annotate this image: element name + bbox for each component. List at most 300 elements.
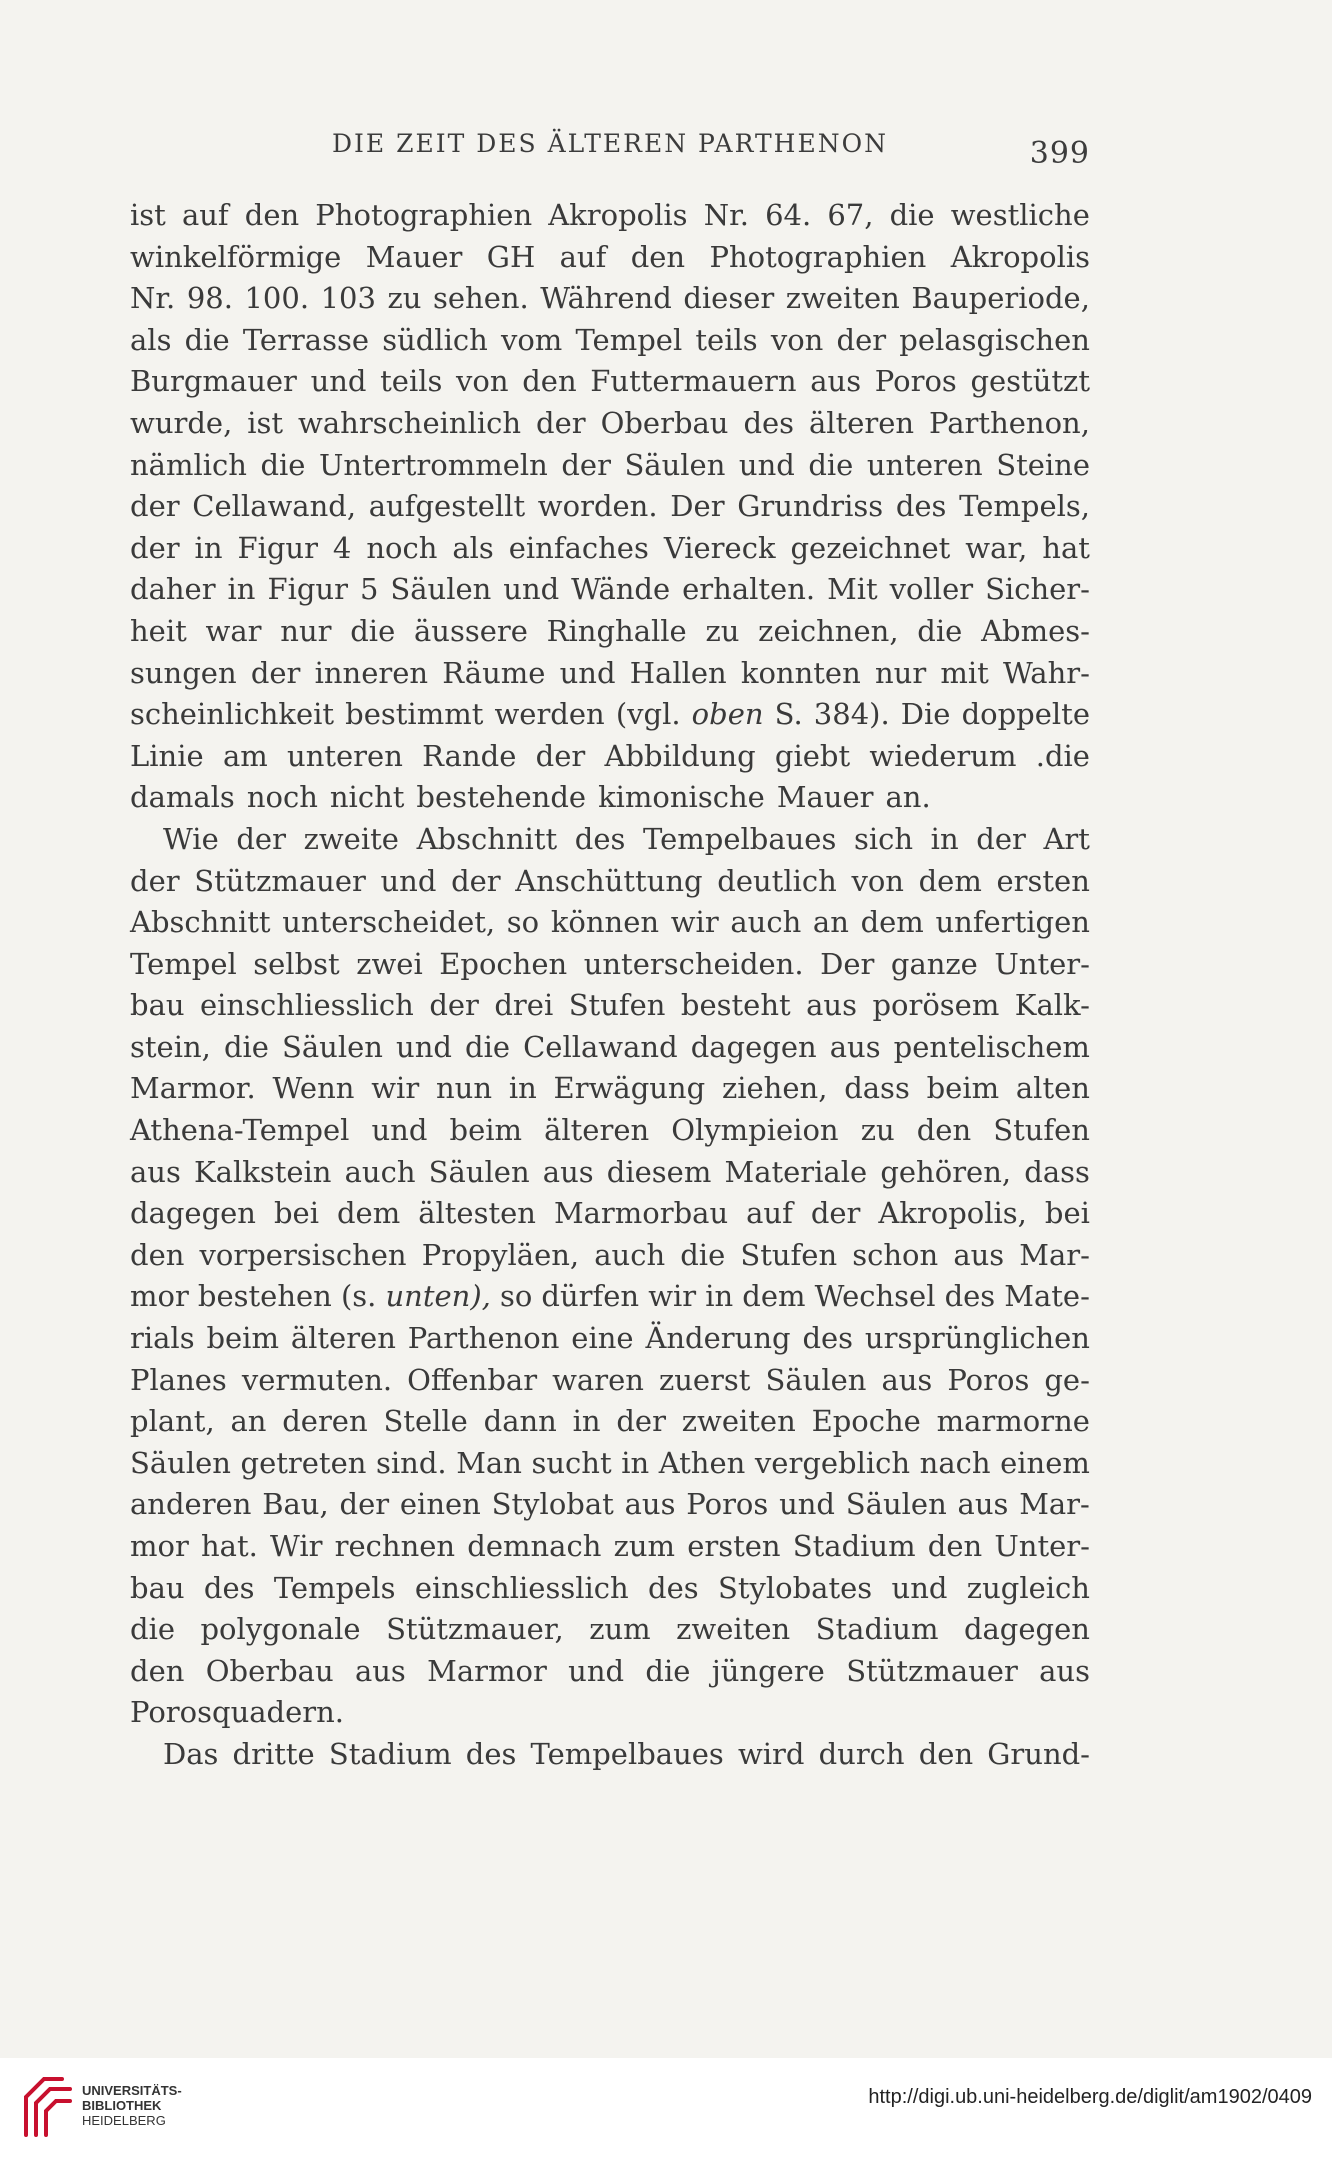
word: jüngere: [711, 1653, 825, 1688]
word: zu: [860, 1113, 895, 1148]
word: der: [536, 405, 586, 440]
word: Abbildung: [604, 738, 756, 773]
word: und: [396, 1029, 452, 1064]
word: Abschnitt: [416, 821, 558, 856]
word: an.: [885, 780, 931, 815]
word: teils: [380, 364, 443, 399]
word: inneren: [314, 655, 429, 690]
word: Linie: [130, 738, 204, 773]
word: in: [705, 1279, 734, 1314]
word: einfaches: [508, 530, 649, 565]
word: 100.: [244, 281, 310, 316]
word: 103: [320, 281, 376, 316]
word: westliche: [950, 198, 1090, 232]
word: der: [130, 489, 180, 524]
word: dagegen: [963, 1612, 1090, 1647]
word: einschliesslich: [414, 1570, 629, 1605]
word: Planes: [130, 1362, 227, 1397]
word: Hallen: [629, 655, 727, 690]
word: pentelischem: [893, 1029, 1090, 1064]
word: Stadium: [815, 1612, 939, 1647]
word: an: [812, 905, 849, 940]
word: Stützmauer,: [386, 1612, 564, 1647]
word: von: [456, 364, 509, 399]
word: beim: [926, 1071, 1000, 1106]
word: am: [222, 738, 268, 773]
word: Bauperiode,: [911, 281, 1090, 316]
word: an: [230, 1404, 267, 1439]
word: 98.: [186, 281, 233, 316]
word: den: [130, 1237, 185, 1272]
word: hat.: [201, 1529, 258, 1563]
text-line: [130, 1193, 1090, 1235]
word: Stufen: [568, 988, 666, 1023]
word: Der: [820, 946, 875, 981]
word: Das: [163, 1736, 219, 1771]
word: Ringhalle: [546, 613, 687, 648]
word: zwei: [356, 946, 423, 981]
word: zum: [589, 1612, 651, 1647]
word: bei: [1044, 1196, 1090, 1231]
word: die: [645, 1653, 691, 1688]
word: Tempelbaues: [530, 1736, 724, 1771]
word: ersten: [996, 863, 1090, 898]
word: deren: [282, 1404, 368, 1439]
word: in: [572, 1404, 601, 1439]
word: bau: [130, 988, 185, 1023]
word: Nr.: [130, 281, 176, 316]
word: plant,: [130, 1404, 215, 1439]
word: sehen.: [432, 281, 529, 316]
word: zweite: [303, 821, 399, 856]
word: Der: [670, 489, 725, 524]
word: Wir: [270, 1529, 323, 1563]
word: war: [205, 613, 262, 648]
word: aus: [810, 364, 862, 399]
word: wahrscheinlich: [298, 405, 522, 440]
word: beim: [206, 1321, 279, 1356]
word: aufgestellt: [368, 489, 526, 524]
word: und: [779, 1487, 835, 1522]
word: Cellawand: [523, 1029, 678, 1064]
word: unterscheidet,: [282, 905, 496, 940]
word: bei: [273, 1196, 319, 1231]
word: S.: [774, 697, 803, 732]
word: die: [130, 1612, 176, 1647]
word: ganze: [890, 946, 978, 981]
word: Säulen: [765, 1362, 867, 1397]
word: Rande: [422, 738, 517, 773]
word: zum: [613, 1529, 676, 1563]
word: Sicher-: [985, 572, 1090, 607]
word: deutlich: [717, 863, 837, 898]
word: Die: [900, 697, 951, 732]
text-line: [130, 1318, 1090, 1360]
word: in: [621, 1445, 650, 1480]
word: unteren: [287, 738, 403, 773]
word: Marmorbau: [553, 1196, 729, 1231]
word: Wände: [571, 572, 671, 607]
text-line: [130, 445, 1090, 487]
word: Grund-: [987, 1736, 1090, 1771]
word: hat: [1042, 530, 1090, 565]
word: zu: [387, 281, 422, 316]
word: den: [927, 1529, 983, 1563]
word: konnten: [740, 655, 861, 690]
word: Säulen: [624, 447, 726, 482]
word: des: [574, 821, 626, 856]
word: scheinlichkeit: [130, 697, 335, 732]
text-line: [130, 361, 1090, 403]
word: von: [770, 322, 824, 357]
word: Säulen: [845, 1487, 947, 1522]
word: Stufen: [993, 1113, 1090, 1148]
word: auch: [730, 905, 802, 940]
word: giebt: [774, 738, 851, 773]
word: in: [194, 530, 223, 565]
text-line: [130, 1484, 1090, 1526]
word: Wechsel: [814, 1279, 936, 1314]
word: als: [130, 322, 172, 357]
word: aus: [829, 1029, 881, 1064]
text-line: [130, 694, 1090, 736]
word: Mate-: [1004, 1279, 1090, 1314]
word: dem: [860, 905, 924, 940]
word: die: [260, 447, 306, 482]
word: polygonale: [200, 1612, 361, 1647]
word: Marmor.: [130, 1071, 256, 1106]
word: Mar-: [1019, 1237, 1090, 1272]
word: Kalkstein: [194, 1154, 332, 1189]
word: ursprünglichen: [864, 1321, 1090, 1356]
word: der: [616, 1404, 666, 1439]
text-line: [130, 1068, 1090, 1110]
word: noch: [366, 530, 438, 565]
word: und: [738, 447, 795, 482]
word: werden: [494, 697, 605, 732]
word: Untertrommeln: [318, 447, 548, 482]
word: die: [350, 613, 396, 648]
word: Stadium: [792, 1529, 916, 1563]
word: Säulen: [390, 572, 492, 607]
word: zeichnen,: [758, 613, 899, 648]
word: dürfen: [541, 1279, 640, 1314]
word: Säulen: [282, 1029, 383, 1064]
text-line: [130, 1651, 1090, 1693]
word: Stützmauer: [846, 1653, 1018, 1688]
text-line: [130, 611, 1090, 653]
text-line: [130, 819, 1090, 861]
word: dagegen: [130, 1196, 256, 1231]
word: Oberbau: [205, 1653, 334, 1688]
word: Erwägung: [553, 1071, 706, 1106]
word: des: [465, 1736, 517, 1771]
word: den: [630, 239, 686, 274]
word: einen: [399, 1487, 481, 1522]
word: und: [891, 1570, 948, 1605]
word: Mauer: [365, 239, 463, 274]
word: wird: [737, 1736, 805, 1771]
word: in: [930, 821, 959, 856]
word: porösem: [872, 988, 1000, 1023]
text-line: [130, 569, 1090, 611]
word: Photographien: [315, 198, 533, 232]
word: Tempel: [575, 322, 683, 357]
word: Akropolis,: [878, 1196, 1027, 1231]
text-line: [130, 736, 1090, 778]
word: des: [203, 1570, 255, 1605]
word: Während: [540, 281, 672, 316]
word: aus: [1039, 1653, 1090, 1688]
word: Art: [1043, 821, 1090, 856]
word: unteren: [866, 447, 983, 482]
word: vergeblich: [754, 1445, 911, 1480]
word: ziehen,: [721, 1071, 828, 1106]
word: gezeichnet: [790, 530, 951, 565]
word: und: [380, 863, 437, 898]
text-line: [130, 1568, 1090, 1610]
word: 64.: [765, 198, 812, 232]
page-number: 399: [1029, 136, 1090, 171]
word: Räume: [442, 655, 546, 690]
word: Man: [456, 1445, 522, 1480]
word: Akropolis: [548, 198, 688, 232]
text-line: [130, 237, 1090, 279]
word: Burgmauer: [130, 364, 297, 399]
word: bestimmt: [345, 697, 484, 732]
word: auch: [594, 1237, 666, 1272]
word: des: [743, 405, 795, 440]
word: des: [895, 489, 947, 524]
word: die: [184, 322, 230, 357]
word: der: [836, 322, 887, 357]
word: dem: [742, 1279, 806, 1314]
word: anderen: [130, 1487, 252, 1522]
word: noch: [246, 780, 318, 815]
word: den: [522, 364, 577, 399]
word: Stylobates: [717, 1570, 873, 1605]
word: Parthenon,: [929, 405, 1090, 440]
word: Offenbar: [407, 1362, 538, 1397]
word: und: [559, 655, 616, 690]
word: 384).: [813, 697, 890, 732]
word: eine: [571, 1321, 634, 1356]
word: die: [917, 613, 963, 648]
word: vom: [500, 322, 563, 357]
word: und: [371, 1113, 428, 1148]
word: ist: [247, 405, 284, 440]
word: teils: [695, 322, 758, 357]
word: erhalten.: [682, 572, 816, 607]
text-line: [130, 1401, 1090, 1443]
word: nämlich: [130, 447, 247, 482]
word: Mit: [827, 572, 878, 607]
word: besteht: [680, 988, 791, 1023]
text-line: [130, 278, 1090, 320]
word: nach: [919, 1445, 991, 1480]
word: Marmor: [427, 1653, 547, 1688]
word: zugleich: [966, 1570, 1090, 1605]
word: des: [944, 1279, 996, 1314]
word: die: [223, 1029, 269, 1064]
word: Tempel: [130, 946, 237, 981]
word: der: [236, 821, 286, 856]
word: Figur: [267, 572, 348, 607]
text-line: [130, 1360, 1090, 1402]
word: winkelförmige: [130, 239, 342, 274]
page-header: [130, 124, 1090, 174]
word: Stützmauer: [194, 863, 366, 898]
word: aus: [542, 1154, 594, 1189]
word: aus: [806, 988, 857, 1023]
word: vorpersischen: [199, 1237, 407, 1272]
word: der: [561, 447, 611, 482]
text-line: [130, 195, 1090, 237]
text-line: [130, 1110, 1090, 1152]
word: der: [451, 863, 501, 898]
text-line: [130, 653, 1090, 695]
word: Terrasse: [242, 322, 370, 357]
word: unten),: [385, 1279, 491, 1314]
word: stein,: [130, 1029, 211, 1064]
word: Athen: [658, 1445, 746, 1480]
word: die: [680, 1237, 726, 1272]
text-line: [130, 944, 1090, 986]
word: selbst: [253, 946, 340, 981]
library-name-line-3: HEIDELBERG: [82, 2113, 166, 2128]
word: wir: [648, 1279, 697, 1314]
word: Stadium: [328, 1736, 452, 1771]
word: Figur: [237, 530, 318, 565]
word: der: [535, 738, 586, 773]
word: durch: [818, 1736, 905, 1771]
word: mit: [940, 655, 989, 690]
word: Viereck: [663, 530, 776, 565]
library-name-line-2: BIBLIOTHEK: [82, 2098, 162, 2113]
word: sich: [853, 821, 914, 856]
word: den: [244, 198, 300, 232]
word: wiederum: [869, 738, 1017, 773]
word: Unter-: [994, 1529, 1090, 1563]
word: wir: [670, 905, 719, 940]
word: Säulen: [428, 1154, 530, 1189]
word: zuerst: [658, 1362, 751, 1397]
word: Poros: [686, 1487, 769, 1522]
word: Stylobat: [491, 1487, 614, 1522]
word: aus: [354, 1653, 406, 1688]
word: die: [889, 198, 935, 232]
word: Olympieion: [671, 1113, 839, 1148]
word: mor: [130, 1529, 189, 1563]
word: der: [976, 821, 1026, 856]
word: ist: [130, 198, 166, 232]
word: auf: [746, 1196, 793, 1231]
word: einschliesslich: [199, 988, 414, 1023]
word: aus: [130, 1154, 181, 1189]
word: doppelte: [961, 697, 1090, 732]
text-line: [130, 1152, 1090, 1194]
word: dagegen: [690, 1029, 817, 1064]
word: Unter-: [994, 946, 1090, 981]
word: so: [499, 1279, 533, 1314]
word: Änderung: [645, 1321, 791, 1356]
word: dann: [483, 1404, 557, 1439]
source-url[interactable]: http://digi.ub.uni-heidelberg.de/diglit/am1902/0409: [868, 2086, 1312, 2108]
word: Mar-: [1019, 1487, 1090, 1522]
word: nicht: [329, 780, 405, 815]
text-line: [130, 861, 1090, 903]
word: der: [429, 988, 479, 1023]
word: (s.: [340, 1279, 377, 1314]
word: aus: [881, 1362, 933, 1397]
word: und: [503, 572, 560, 607]
word: Parthenon: [407, 1321, 560, 1356]
word: dass: [1024, 1154, 1090, 1189]
word: oben: [691, 697, 764, 732]
word: aus: [953, 1237, 1005, 1272]
word: älteren: [544, 1113, 650, 1148]
word: Stufen: [740, 1237, 838, 1272]
word: Abschnitt: [130, 905, 271, 940]
word: die: [808, 447, 854, 482]
word: Photographien: [709, 239, 927, 274]
library-name: [82, 2083, 182, 2128]
word: den: [916, 1113, 972, 1148]
word: .die: [1035, 738, 1090, 773]
word: war,: [965, 530, 1028, 565]
word: nur: [280, 613, 332, 648]
word: des: [648, 1570, 699, 1605]
word: heit: [130, 613, 187, 648]
word: älteren: [809, 405, 915, 440]
word: ge-: [1044, 1362, 1090, 1397]
word: bestehende: [416, 780, 587, 815]
word: rechnen: [334, 1529, 456, 1563]
word: auf: [559, 239, 607, 274]
word: Nr.: [703, 198, 749, 232]
word: demnach: [467, 1529, 602, 1563]
word: worden.: [537, 489, 658, 524]
library-logo-icon: [18, 2073, 78, 2145]
word: als: [452, 530, 494, 565]
word: Materiale: [724, 1154, 868, 1189]
word: Tempels,: [959, 489, 1090, 524]
word: Tempelbaues: [643, 821, 837, 856]
word: älteren: [290, 1321, 396, 1356]
word: sind.: [376, 1445, 447, 1480]
word: des: [802, 1321, 854, 1356]
word: Tempels: [273, 1570, 396, 1605]
word: von: [851, 863, 904, 898]
text-line: [130, 1443, 1090, 1485]
word: und: [568, 1653, 625, 1688]
word: vermuten.: [241, 1362, 393, 1397]
word: zweiten: [681, 1404, 796, 1439]
word: 67,: [827, 198, 874, 232]
text-line: [130, 1526, 1090, 1568]
word: unterscheiden.: [583, 946, 804, 981]
word: und: [310, 364, 367, 399]
word: der: [130, 530, 180, 565]
text-line: [130, 1235, 1090, 1277]
word: Bau,: [262, 1487, 329, 1522]
word: 4: [332, 530, 352, 565]
word: ersten: [687, 1529, 781, 1563]
text-line: [130, 1692, 1090, 1734]
word: wir: [371, 1071, 420, 1106]
word: Athena-Tempel: [130, 1113, 350, 1148]
word: Oberbau: [600, 405, 729, 440]
